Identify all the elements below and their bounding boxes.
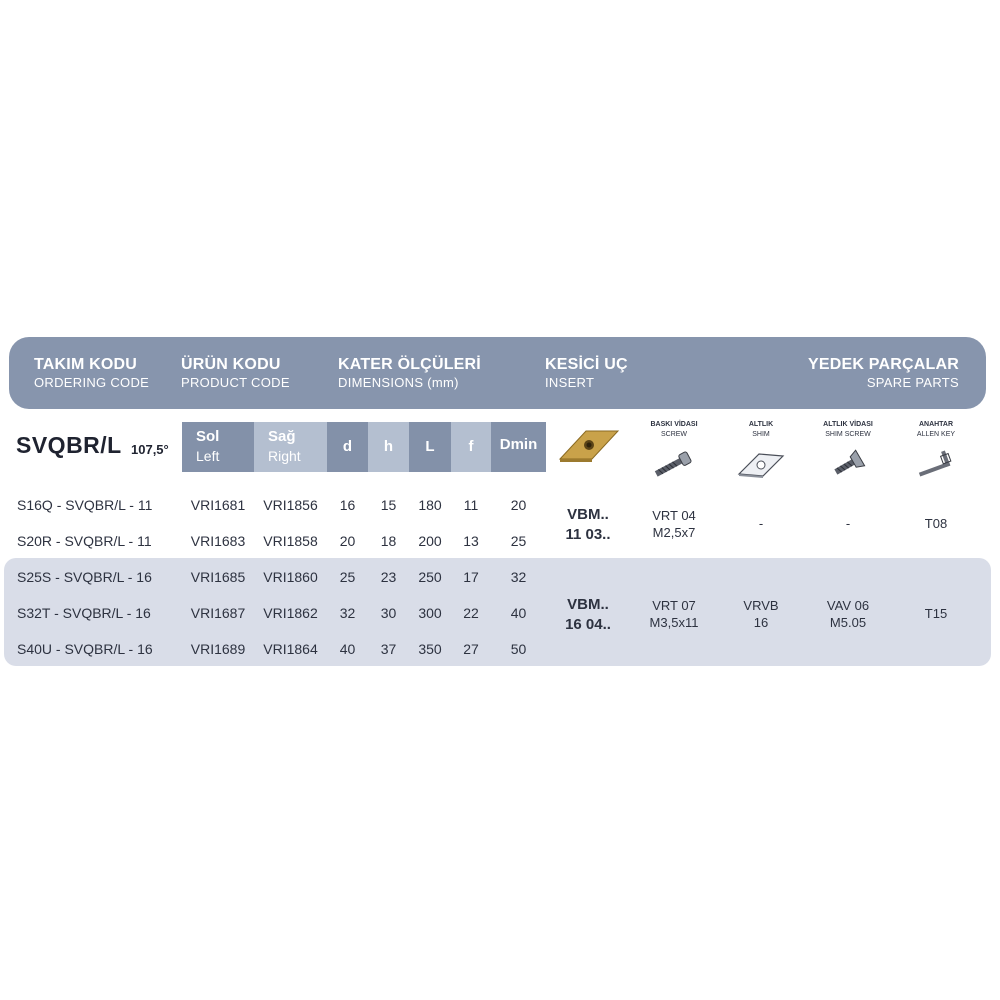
- column-f: [451, 422, 491, 472]
- product-code-title: ÜRÜN KODU: [181, 356, 281, 373]
- allen-key-icon: [913, 448, 961, 480]
- insert-code-11-line2: 11 03..: [565, 526, 611, 543]
- table-row-2-right: VRI1858: [263, 533, 318, 549]
- table-row-2-L: 200: [418, 533, 442, 549]
- column-left-subtitle: Left: [196, 448, 220, 464]
- insert-code-16-line2: 16 04..: [565, 616, 611, 633]
- table-row-1-right: VRI1856: [263, 497, 318, 513]
- column-L: [409, 422, 451, 472]
- column-right: [254, 422, 327, 472]
- column-h: [368, 422, 409, 472]
- ordering-code-title: TAKIM KODU: [34, 356, 138, 373]
- column-L-label: L: [425, 438, 435, 455]
- column-dmin-label: Dmin: [499, 436, 538, 453]
- ordering-code-subtitle: ORDERING CODE: [34, 375, 150, 390]
- table-row-2-left: VRI1683: [190, 533, 246, 549]
- table-row-3-d: 25: [339, 569, 356, 585]
- screw-header: BASKI VİDASI: [650, 421, 698, 428]
- table-row-3-dmin: 32: [510, 569, 527, 585]
- shim-screw-icon: [828, 449, 868, 481]
- spare-parts-subtitle: SPARE PARTS: [866, 375, 959, 390]
- table-row-3-L: 250: [418, 569, 442, 585]
- table-row-4-dmin: 40: [510, 605, 527, 621]
- table-row-3-code: S25S - SVQBR/L - 16: [17, 569, 152, 585]
- table-row-5-right: VRI1864: [263, 641, 318, 657]
- approach-angle: 107,5°: [131, 442, 169, 457]
- shim-screw-16-line1: VAV 06: [826, 598, 870, 613]
- table-row-1-f: 11: [463, 497, 479, 513]
- shim-icon: [737, 450, 785, 480]
- table-row-4-left: VRI1687: [190, 605, 246, 621]
- column-right-subtitle: Right: [268, 448, 301, 464]
- allen-key-16: T15: [924, 606, 948, 621]
- shim-16-line1: VRVB: [743, 598, 779, 613]
- allen-key-11: T08: [924, 516, 948, 531]
- screw-16-line1: VRT 07: [652, 598, 696, 613]
- table-row-1-h: 15: [380, 497, 397, 513]
- table-row-5-h: 37: [380, 641, 397, 657]
- table-row-2-dmin: 25: [510, 533, 527, 549]
- shim-screw-header: ALTLIK VİDASI: [823, 421, 873, 428]
- table-row-4-f: 22: [463, 605, 479, 621]
- column-h-label: h: [383, 438, 394, 455]
- shim-header-en: SHIM: [752, 431, 770, 438]
- table-row-2-d: 20: [339, 533, 356, 549]
- dimensions-subtitle: DIMENSIONS (mm): [338, 375, 459, 390]
- column-d: [327, 422, 368, 472]
- column-f-label: f: [468, 438, 474, 455]
- table-row-5-dmin: 50: [510, 641, 527, 657]
- shim-screw-header-en: SHIM SCREW: [825, 431, 871, 438]
- table-row-5-f: 27: [463, 641, 479, 657]
- allen-key-header-en: ALLEN KEY: [916, 431, 956, 438]
- table-row-4-h: 30: [380, 605, 397, 621]
- table-row-5-left: VRI1689: [190, 641, 246, 657]
- shim-11: -: [758, 516, 764, 531]
- insert-subtitle: INSERT: [545, 375, 595, 390]
- table-row-1-d: 16: [339, 497, 356, 513]
- product-code-subtitle: PRODUCT CODE: [181, 375, 290, 390]
- table-row-1-L: 180: [418, 497, 442, 513]
- insert-title: KESİCİ UÇ: [545, 356, 628, 373]
- table-row-1-left: VRI1681: [190, 497, 246, 513]
- screw-icon: [650, 448, 696, 482]
- dimensions-title: KATER ÖLÇÜLERİ: [338, 356, 481, 373]
- shim-16-line2: 16: [753, 615, 769, 630]
- product-name: SVQBR/L: [16, 432, 122, 458]
- table-row-5-code: S40U - SVQBR/L - 16: [17, 641, 153, 657]
- shim-header: ALTLIK: [748, 421, 774, 428]
- insert-code-16-line1: VBM..: [567, 596, 609, 613]
- screw-11-line2: M2,5x7: [652, 525, 696, 540]
- table-row-4-L: 300: [418, 605, 442, 621]
- table-row-2-h: 18: [380, 533, 397, 549]
- table-row-3-left: VRI1685: [190, 569, 246, 585]
- table-row-1-code: S16Q - SVQBR/L - 11: [17, 497, 153, 513]
- table-row-2-f: 13: [463, 533, 479, 549]
- table-row-1-dmin: 20: [510, 497, 527, 513]
- shim-screw-16-line2: M5.05: [829, 615, 867, 630]
- table-row-4-right: VRI1862: [263, 605, 318, 621]
- column-d-label: d: [342, 438, 353, 455]
- table-row-3-h: 23: [380, 569, 397, 585]
- table-row-4-code: S32T - SVQBR/L - 16: [17, 605, 151, 621]
- spare-parts-title: YEDEK PARÇALAR: [808, 356, 959, 373]
- table-row-5-L: 350: [418, 641, 442, 657]
- screw-header-en: SCREW: [660, 431, 688, 438]
- column-left: [182, 422, 254, 472]
- insert-code-11-line1: VBM..: [567, 506, 609, 523]
- screw-16-line2: M3,5x11: [649, 615, 699, 630]
- insert-icon: [556, 425, 620, 465]
- shim-screw-11: -: [845, 516, 851, 531]
- table-row-3-right: VRI1860: [263, 569, 318, 585]
- table-row-5-d: 40: [339, 641, 356, 657]
- allen-key-header: ANAHTAR: [918, 421, 954, 428]
- table-row-2-code: S20R - SVQBR/L - 11: [17, 533, 152, 549]
- screw-11-line1: VRT 04: [652, 508, 696, 523]
- table-row-3-f: 17: [463, 569, 479, 585]
- table-row-4-d: 32: [339, 605, 356, 621]
- column-left-title: Sol: [196, 428, 220, 445]
- column-dmin: [491, 422, 546, 472]
- column-right-title: Sağ: [268, 428, 296, 445]
